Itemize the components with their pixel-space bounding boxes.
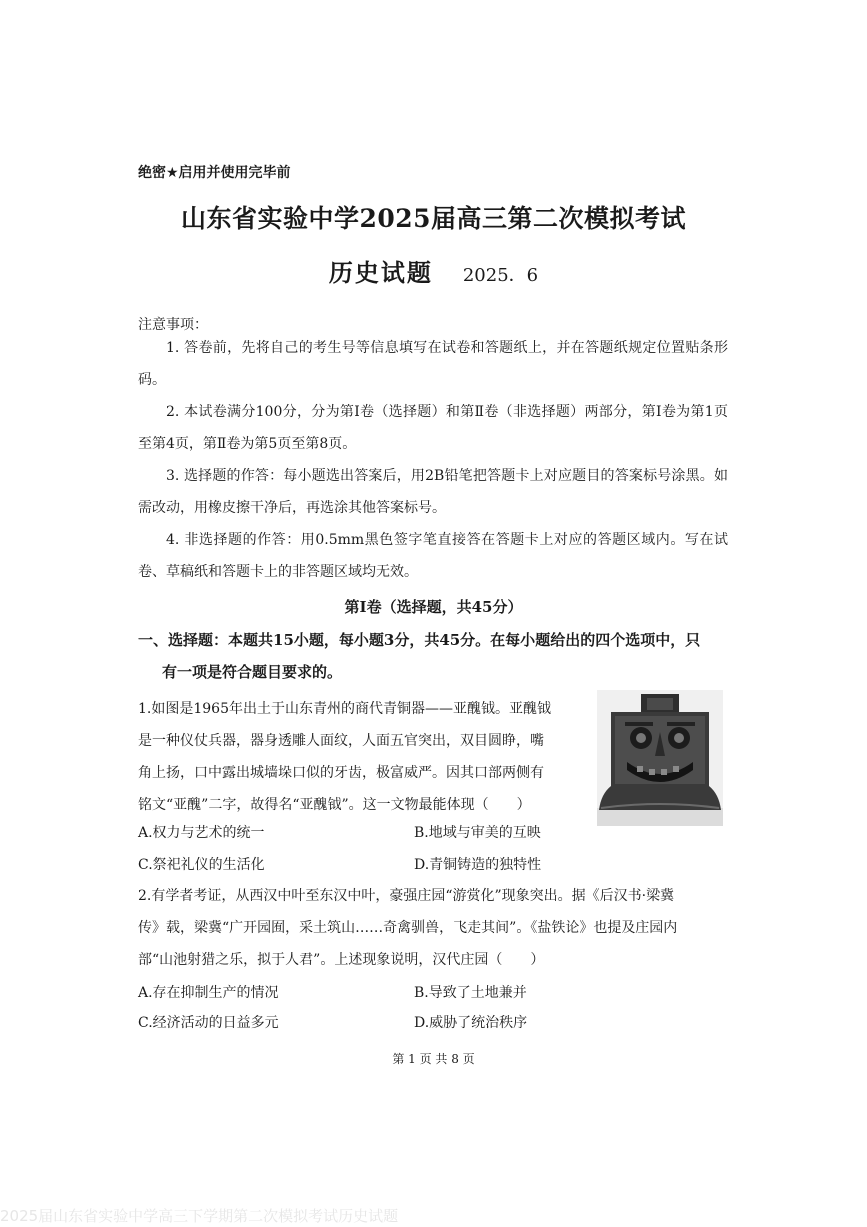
question-2-line-1: 2.有学者考证，从西汉中叶至东汉中叶，豪强庄园“游赏化”现象突出。据《后汉书·梁冀 xyxy=(138,888,675,904)
notice-heading: 注意事项： xyxy=(138,317,208,333)
question-1-line-4: 铭文“亚醜”二字，故得名“亚醜钺”。这一文物最能体现（ ） xyxy=(138,797,531,813)
question-2-option-c: C.经济活动的日益多元 xyxy=(138,1015,279,1031)
section-header: 第Ⅰ卷（选择题，共45分） xyxy=(344,598,523,616)
watermark-text: 2025届山东省实验中学高三下学期第二次模拟考试历史试题 xyxy=(0,1207,399,1225)
exam-date: 2025．6 xyxy=(462,265,539,286)
question-1-line-2: 是一种仪仗兵器，器身透雕人面纹，人面五官突出，双目圆睁，嘴 xyxy=(138,733,544,749)
question-1-option-b: B.地域与审美的互映 xyxy=(414,825,541,841)
question-1-option-d: D.青铜铸造的独特性 xyxy=(414,857,542,873)
exam-title: 山东省实验中学2025届高三第二次模拟考试 xyxy=(180,204,687,233)
part-one-instruction-line2: 有一项是符合题目要求的。 xyxy=(162,663,343,681)
question-1-line-1: 1.如图是1965年出土于山东青州的商代青铜器——亚醜钺。亚醜钺 xyxy=(138,701,551,717)
question-1-option-a: A.权力与艺术的统一 xyxy=(138,825,265,841)
subject-title-row xyxy=(0,253,867,288)
notice-item-2: 2. 本试卷满分100分，分为第Ⅰ卷（选择题）和第Ⅱ卷（非选择题）两部分，第Ⅰ卷为第1页至第4页，第Ⅱ卷为第5页至第8页。 xyxy=(138,404,728,452)
page-footer: 第 1 页 共 8 页 xyxy=(392,1052,475,1066)
question-2-line-2: 传》载，梁冀“广开园囿，采土筑山……奇禽驯兽，飞走其间”。《盐铁论》也提及庄园内 xyxy=(138,920,678,936)
secret-mark: 绝密★启用并使用完毕前 xyxy=(138,165,291,181)
question-2-option-b: B.导致了土地兼并 xyxy=(414,985,527,1001)
bronze-yue-axe-icon xyxy=(597,690,723,826)
part-one-instruction-line1: 一、选择题：本题共15小题，每小题3分，共45分。在每小题给出的四个选项中，只 xyxy=(138,631,701,649)
question-1-line-3: 角上扬，口中露出城墙垛口似的牙齿，极富威严。因其口部两侧有 xyxy=(138,765,544,781)
notice-item-3: 3. 选择题的作答：每小题选出答案后，用2B铅笔把答题卡上对应题目的答案标号涂黑。如需改动，用橡皮擦干净后，再选涂其他答案标号。 xyxy=(138,468,728,516)
question-1-option-c: C.祭祀礼仪的生活化 xyxy=(138,857,265,873)
notice-item-4: 4. 非选择题的作答：用0.5mm黑色签字笔直接答在答题卡上对应的答题区域内。写在试卷、草稿纸和答题卡上的非答题区域均无效。 xyxy=(138,532,728,580)
question-2-option-a: A.存在抑制生产的情况 xyxy=(138,985,279,1001)
subject-title: 历史试题 xyxy=(328,258,433,287)
notice-item-1: 1. 答卷前，先将自己的考生号等信息填写在试卷和答题纸上，并在答题纸规定位置贴条形码。 xyxy=(138,340,728,388)
question-2-option-d: D.威胁了统治秩序 xyxy=(414,1015,528,1031)
question-2-line-3: 部“山池射猎之乐，拟于人君”。上述现象说明，汉代庄园（ ） xyxy=(138,952,545,968)
